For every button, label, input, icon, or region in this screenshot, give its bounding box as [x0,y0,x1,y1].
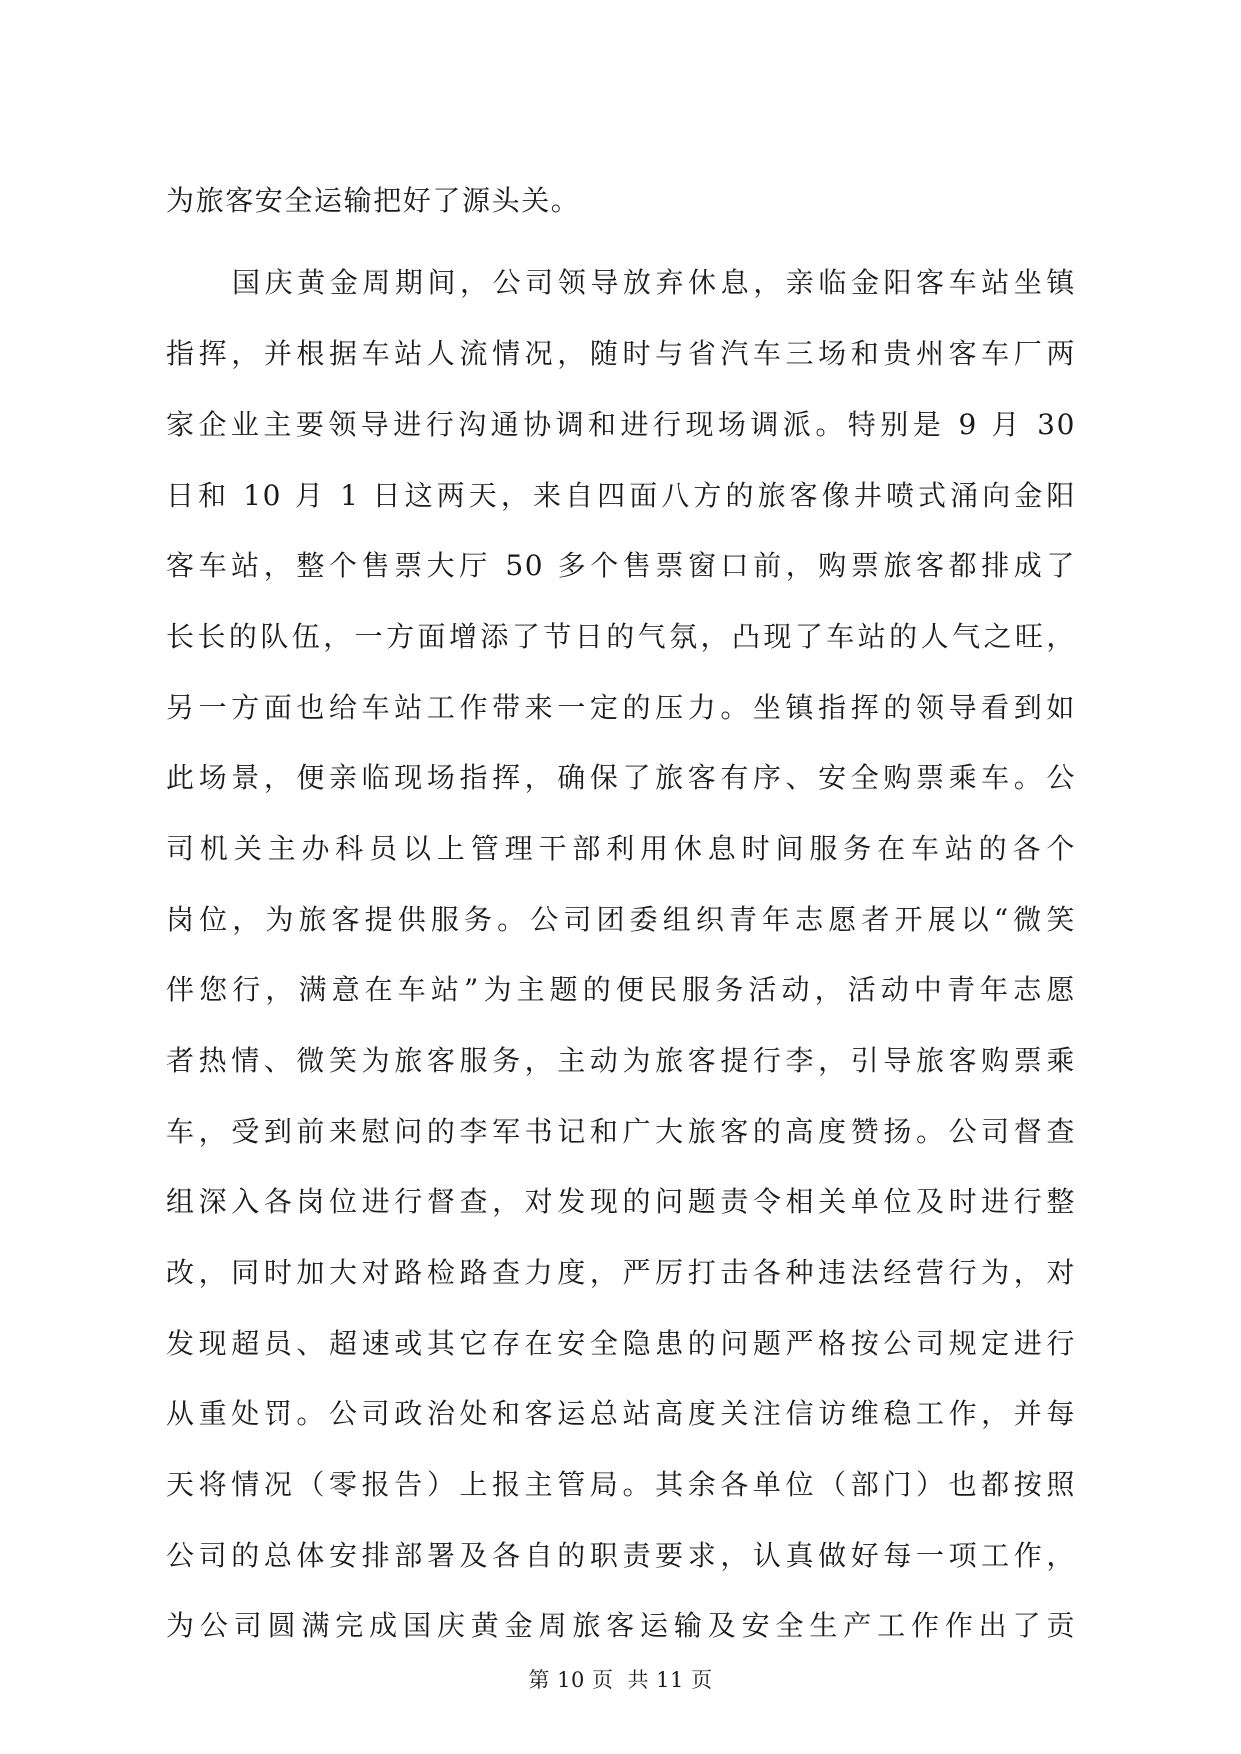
paragraph-line: 日和 10 月 1 日这两天，来自四面八方的旅客像井喷式涌向金阳 [166,479,1076,512]
paragraph-line: 车，受到前来慰问的李军书记和广大旅客的高度赞扬。公司督查 [166,1115,1076,1148]
paragraph-line: 改，同时加大对路检路查力度，严厉打击各种违法经营行为，对 [166,1256,1076,1289]
paragraph-line: 另一方面也给车站工作带来一定的压力。坐镇指挥的领导看到如 [166,691,1076,724]
paragraph-line: 为公司圆满完成国庆黄金周旅客运输及安全生产工作作出了贡 [166,1609,1076,1642]
paragraph-line: 家企业主要领导进行沟通协调和进行现场调派。特别是 9 月 30 [166,408,1076,441]
paragraph-line: 发现超员、超速或其它存在安全隐患的问题严格按公司规定进行 [166,1327,1076,1360]
paragraph-line: 伴您行，满意在车站”为主题的便民服务活动，活动中青年志愿 [166,973,1076,1006]
paragraph-line: 国庆黄金周期间，公司领导放弃休息，亲临金阳客车站坐镇 [232,266,1076,299]
paragraph-line: 司机关主办科员以上管理干部利用休息时间服务在车站的各个 [166,832,1076,865]
page-footer [0,1665,1241,1695]
paragraph-line: 指挥，并根据车站人流情况，随时与省汽车三场和贵州客车厂两 [166,337,1076,370]
paragraph-line: 组深入各岗位进行督查，对发现的问题责令相关单位及时进行整 [166,1185,1076,1218]
paragraph-line: 公司的总体安排部署及各自的职责要求，认真做好每一项工作， [166,1539,1076,1572]
page-number: 第 10 页 [528,1668,614,1692]
paragraph-line: 从重处罚。公司政治处和客运总站高度关注信访维稳工作，并每 [166,1397,1076,1430]
paragraph-line: 者热情、微笑为旅客服务，主动为旅客提行李，引导旅客购票乘 [166,1044,1076,1077]
paragraph-line: 岗位，为旅客提供服务。公司团委组织青年志愿者开展以“微笑 [166,903,1076,936]
paragraph-line: 客车站，整个售票大厅 50 多个售票窗口前，购票旅客都排成了 [166,549,1076,582]
paragraph-line: 此场景，便亲临现场指挥，确保了旅客有序、安全购票乘车。公 [166,761,1076,794]
paragraph-line: 长长的队伍，一方面增添了节日的气氛，凸现了车站的人气之旺， [166,620,1076,653]
page-total: 共 11 页 [627,1668,713,1692]
paragraph-line: 为旅客安全运输把好了源头关。 [166,184,581,217]
paragraph-line: 天将情况（零报告）上报主管局。其余各单位（部门）也都按照 [166,1468,1076,1501]
